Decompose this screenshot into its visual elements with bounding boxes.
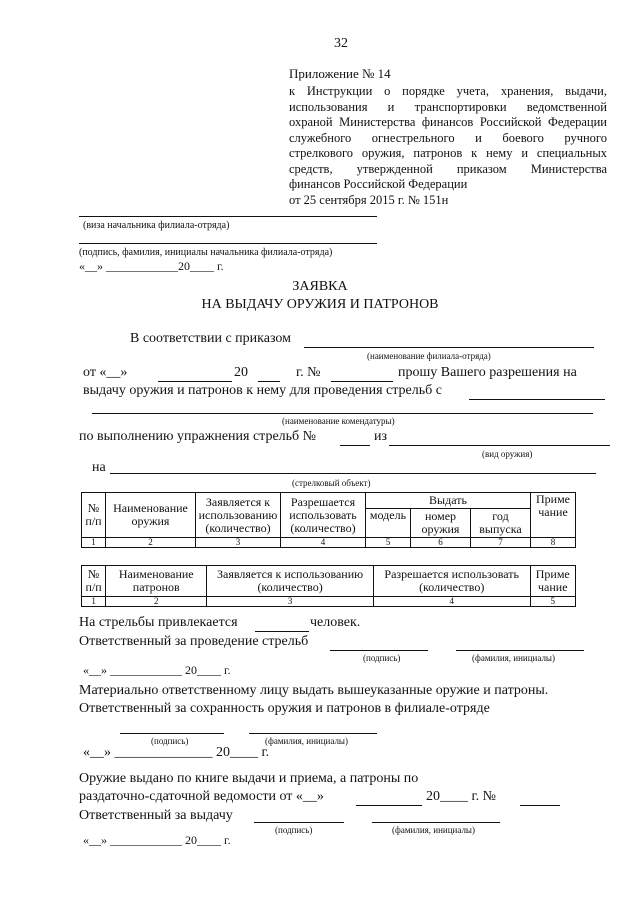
column-number: 5 [366,538,411,548]
appendix-text [289,84,607,208]
col-year: год выпуска [471,509,531,538]
cartridges-table [81,565,576,607]
issue-date: «__» ____________ 20____ г. [83,833,231,847]
date-prefix: от «__» [83,365,128,380]
column-number: 6 [411,538,471,548]
conduct-date: «__» ____________ 20____ г. [83,663,231,677]
weapons-table [81,492,576,548]
issue-text: выдачу оружия и патронов к нему для проведения стрельб с [83,383,442,398]
year-line [258,381,280,382]
people-unit: человек. [310,615,361,630]
col-issue: Выдать [366,493,531,509]
col-num: № п/п [82,566,106,597]
column-number: 7 [471,538,531,548]
conduct-name-caption: (фамилия, инициалы) [472,653,555,663]
page-number: 32 [334,36,348,51]
issued-number-line [520,805,560,806]
storage-sign-caption: (подпись) [151,736,189,746]
range-line [110,473,596,474]
date-day-line [158,381,232,382]
col-declared: Заявляется к использованию (количество) [196,493,281,538]
issue-instruction: Материально ответственному лицу выдать вышеуказанные оружие и патроны. [79,683,549,698]
column-number: 8 [531,538,576,548]
approval-date: «__» ____________20____ г. [79,259,224,273]
issue-name-line [372,822,500,823]
weapon-line [389,445,610,446]
col-name: Наименование патронов [106,566,207,597]
appendix-line: стрелкового оружия, патронов к нему и специальных [289,146,607,160]
issued-line1: Оружие выдано по книге выдачи и приема, а патроны по [79,771,419,786]
weapon-caption: (вид оружия) [482,449,533,459]
col-note: Приме чание [530,566,576,597]
start-date-line [469,399,605,400]
appendix-line: использования и транспортировки ведомственной [289,99,607,114]
signature-caption: (подпись, фамилия, инициалы начальника филиала-отряда) [79,247,333,258]
visa-caption: (виза начальника филиала-отряда) [83,220,230,231]
exercise-number-line [340,445,370,446]
heading-line1: ЗАЯВКА [292,279,348,294]
request-text: прошу Вашего разрешения на [398,365,577,380]
appendix-title: Приложение № 14 [289,66,391,81]
command-caption: (наименование комендатуры) [282,416,395,426]
column-number: 2 [106,538,196,548]
responsible-storage: Ответственный за сохранность оружия и патронов в филиале-отряде [79,701,490,716]
column-number: 3 [196,538,281,548]
command-line [92,413,593,414]
order-line [304,347,594,348]
appendix-line: служебного огнестрельного и боевого ручного [289,130,607,145]
conduct-sign-line [330,650,428,651]
col-allowed: Разрешается использовать (количество) [373,566,530,597]
order-caption: (наименование филиала-отряда) [367,351,491,361]
from-text: из [374,429,388,444]
visa-line [79,216,377,217]
exercise-text: по выполнению упражнения стрельб № [79,429,317,444]
col-model: модель [366,509,411,538]
column-number: 4 [281,538,366,548]
issue-name-caption: (фамилия, инициалы) [392,825,475,835]
storage-sign-line [120,733,224,734]
year-part: 20 [234,365,248,380]
appendix-line: к Инструкции о порядке учета, хранения, выдачи, [289,84,607,98]
responsible-issue: Ответственный за выдачу [79,808,233,823]
column-number: 5 [530,597,576,607]
storage-name-line [249,733,377,734]
on-text: на [92,460,106,475]
g-no: г. № [296,365,321,380]
column-number: 4 [373,597,530,607]
issued-date-line [356,805,422,806]
people-count-line [255,631,309,632]
heading-line2: НА ВЫДАЧУ ОРУЖИЯ И ПАТРОНОВ [201,297,439,312]
order-number-line [331,381,393,382]
column-number: 3 [207,597,374,607]
column-number: 2 [106,597,207,607]
issue-sign-caption: (подпись) [275,825,313,835]
issued-line2a: раздаточно-сдаточной ведомости от «__» [79,789,324,804]
col-allowed: Разрешается использовать (количество) [281,493,366,538]
signature-line [79,243,377,244]
appendix-line: средств, утвержденной приказом Министерства [289,161,607,176]
col-number: номер оружия [411,509,471,538]
col-declared: Заявляется к использованию (количество) [207,566,374,597]
issue-sign-line [254,822,344,823]
conduct-sign-caption: (подпись) [363,653,401,663]
col-num: № п/п [82,493,106,538]
range-caption: (стрелковый объект) [292,478,371,488]
column-number: 1 [82,597,106,607]
conduct-name-line [456,650,584,651]
issued-line2b: 20____ г. № [426,789,497,804]
people-text: На стрельбы привлекается [79,615,238,630]
column-number: 1 [82,538,106,548]
col-name: Наименование оружия [106,493,196,538]
storage-date: «__» ______________ 20____ г. [83,745,270,760]
appendix-line: от 25 сентября 2015 г. № 151н [289,192,449,207]
col-note: Приме чание [531,493,576,538]
appendix-line: финансов Российской Федерации [289,177,468,191]
storage-name-caption: (фамилия, инициалы) [265,736,348,746]
responsible-conduct: Ответственный за проведение стрельб [79,634,309,649]
appendix-line: охраной Министерства финансов Российской Федерации [289,115,607,129]
order-text: В соответствии с приказом [130,331,291,346]
